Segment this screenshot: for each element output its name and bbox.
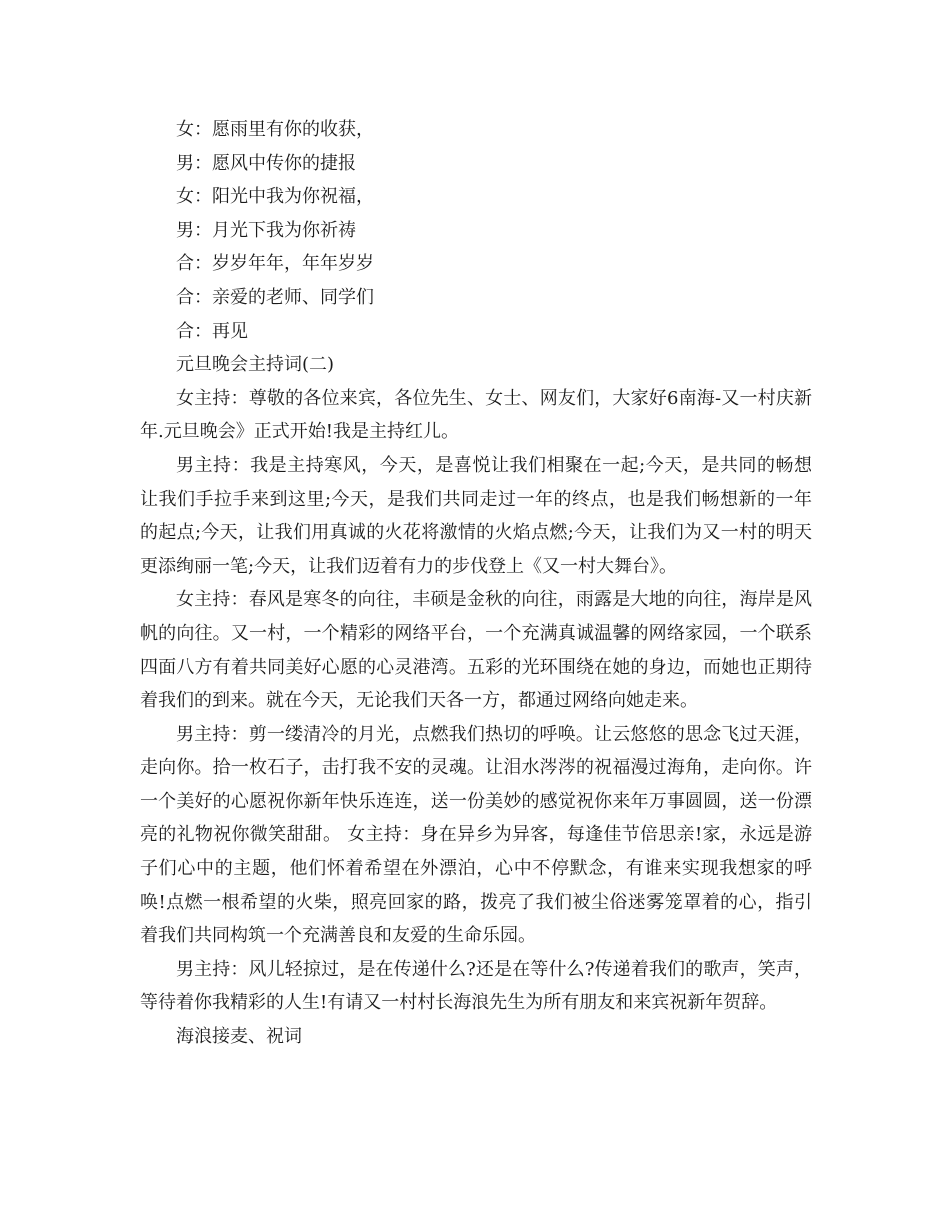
script-line-chorus-goodbye: 合：再见	[176, 320, 248, 342]
paragraph-female-host-opening: 女主持：尊敬的各位来宾，各位先生、女士、网友们，大家好6南海-又一村庆新年.元旦晚会》正式开始!我是主持红儿。	[140, 387, 812, 443]
script-line-female-sunlight: 女：阳光中我为你祝福，	[176, 186, 374, 208]
paragraph-female-host-spring: 女主持：春风是寒冬的向往，丰硕是金秋的向往，雨露是大地的向往，海岸是风帆的向往。又一村，一个精彩的网络平台，一个充满真诚温馨的网络家园，一个联系四面八方有着共同美好心愿的心灵港湾。五彩的光环围绕在她的身边，而她也正期待着我们的到来。就在今天，无论我们天各一方，都通过网络向她走来。	[140, 589, 812, 712]
script-line-female-rain: 女：愿雨里有你的收获，	[176, 119, 374, 140]
paragraph-male-host-moonlight: 男主持：剪一缕清冷的月光，点燃我们热切的呼唤。让云悠悠的思念飞过天涯，走向你。拾一枚石子，击打我不安的灵魂。让泪水涔涔的祝福漫过海角，走向你。许一个美好的心愿祝你新年快乐连连，送一份美妙的感觉祝你来年万事圆圆，送一份漂亮的礼物祝你微笑甜甜。 女主持：身在异乡为异客，每逢佳节倍思亲!家，永远是游子们心中的主题，他们怀着希望在外漂泊，心中不停默念，有谁来实现我想家的呼唤!点燃一根希望的火柴，照亮回家的路，拨亮了我们被尘俗迷雾笼罩着的心，指引着我们共同构筑一个充满善良和友爱的生命乐园。	[140, 723, 812, 947]
closing-line: 海浪接麦、祝词	[176, 1026, 302, 1048]
script-line-male-wind: 男：愿风中传你的捷报	[176, 152, 356, 174]
script-line-male-moonlight: 男：月光下我为你祈祷	[176, 219, 356, 241]
paragraph-male-host-breeze: 男主持：风儿轻掠过，是在传递什么?还是在等什么?传递着我们的歌声，笑声，等待着你我精彩的人生!有请又一村村长海浪先生为所有朋友和来宾祝新年贺辞。	[140, 958, 812, 1014]
script-line-chorus-years: 合：岁岁年年，年年岁岁	[176, 253, 374, 275]
document-body	[140, 113, 812, 1054]
section-heading: 元旦晚会主持词(二)	[176, 354, 335, 376]
script-line-chorus-teachers: 合：亲爱的老师、同学们	[176, 286, 374, 308]
paragraph-male-host-today: 男主持：我是主持寒风，今天，是喜悦让我们相聚在一起;今天，是共同的畅想让我们手拉手来到这里;今天，是我们共同走过一年的终点，也是我们畅想新的一年的起点;今天，让我们用真诚的火花将激情的火焰点燃;今天，让我们为又一村的明天更添绚丽一笔;今天，让我们迈着有力的步伐登上《又一村大舞台》。	[140, 454, 812, 577]
